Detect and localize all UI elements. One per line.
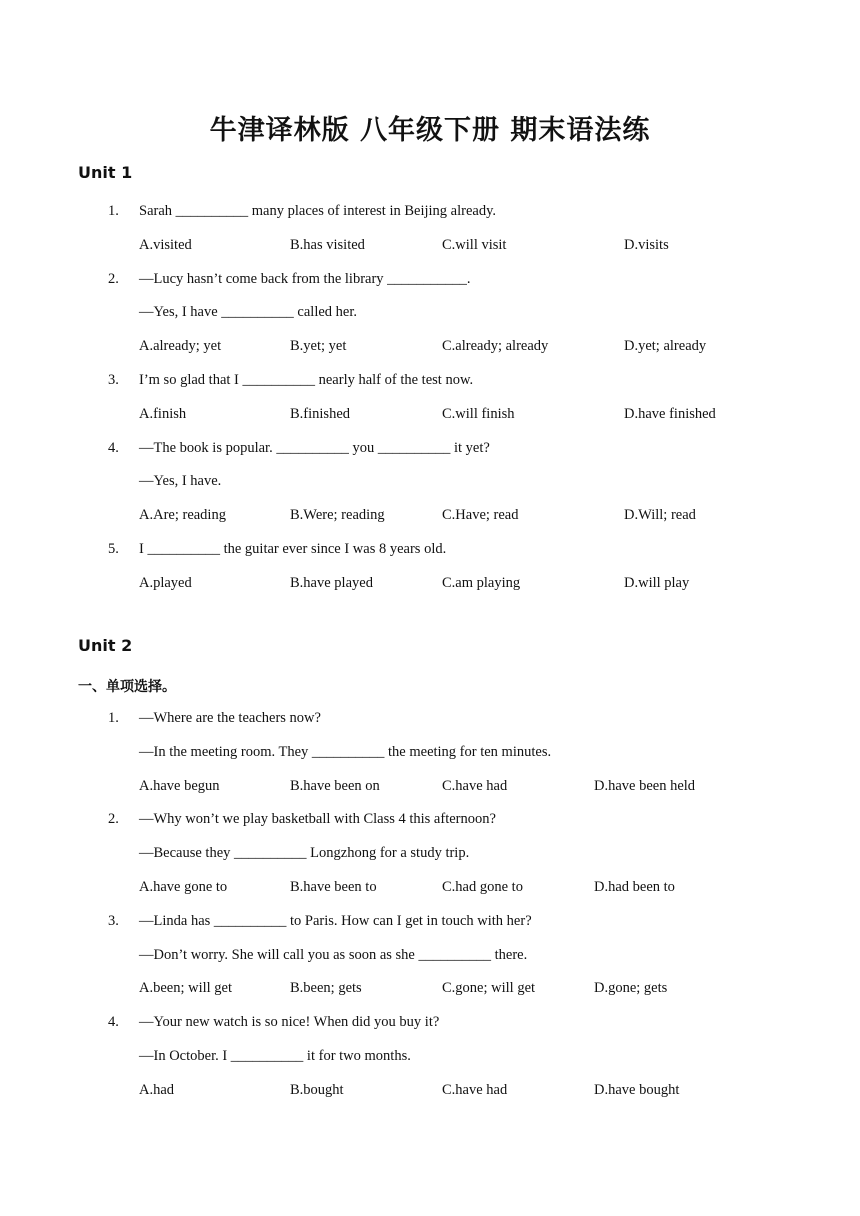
question-text: I __________ the guitar ever since I was 8 years old. <box>139 541 447 557</box>
answer-option: D.visits <box>624 236 669 253</box>
answer-option: A.visited <box>139 236 192 253</box>
answer-option: A.have gone to <box>139 879 228 895</box>
question-number: 3. <box>108 372 119 388</box>
answer-option: C.will finish <box>442 405 515 422</box>
answer-option: A.finish <box>139 405 187 422</box>
unit-heading: Unit 2 <box>78 636 133 655</box>
question-text: Sarah __________ many places of interest in Beijing already. <box>139 203 497 219</box>
answer-option: D.will play <box>624 574 690 591</box>
question-number: 2. <box>108 270 119 287</box>
answer-option: D.have been held <box>594 777 696 794</box>
answer-option: C.had gone to <box>442 879 523 895</box>
question-text: —Yes, I have __________ called her. <box>139 304 358 321</box>
answer-option: C.already; already <box>442 338 549 355</box>
answer-option: A.already; yet <box>139 338 222 355</box>
answer-option: C.am playing <box>442 574 521 591</box>
question-text: —Because they __________ Longzhong for a study trip. <box>139 845 470 862</box>
answer-option: B.have been on <box>290 777 380 794</box>
question-text: —Don’t worry. She will call you as soon as she __________ there. <box>139 946 528 963</box>
page-title: 牛津译林版 八年级下册 期末语法练 <box>209 115 651 146</box>
answer-option: D.yet; already <box>624 338 707 355</box>
answer-option: B.have been to <box>290 879 377 895</box>
answer-option: D.gone; gets <box>594 980 668 997</box>
question-text: —Where are the teachers now? <box>139 710 321 726</box>
question-text: I’m so glad that I __________ nearly half of the test now. <box>139 372 474 388</box>
question-number: 3. <box>108 912 119 929</box>
question-number: 2. <box>108 811 119 828</box>
answer-option: D.had been to <box>594 879 675 895</box>
question-number: 4. <box>108 439 119 456</box>
section-heading: 一、单项选择。 <box>78 679 176 695</box>
question-number: 1. <box>108 710 119 726</box>
answer-option: C.Have; read <box>442 507 519 524</box>
answer-option: B.finished <box>290 405 351 422</box>
answer-option: A.have begun <box>139 777 220 794</box>
question-number: 4. <box>108 1014 119 1031</box>
question-text: —Lucy hasn’t come back from the library ___________. <box>139 270 471 287</box>
question-text: —The book is popular. __________ you __________ it yet? <box>139 439 490 456</box>
answer-option: B.have played <box>290 574 373 591</box>
question-text: —In October. I __________ it for two months. <box>139 1048 411 1064</box>
answer-option: C.have had <box>442 777 508 794</box>
answer-option: A.been; will get <box>139 980 233 997</box>
answer-option: A.played <box>139 574 192 591</box>
answer-option: B.yet; yet <box>290 338 347 355</box>
answer-option: B.Were; reading <box>290 507 385 524</box>
question-text: —Yes, I have. <box>139 473 222 490</box>
answer-option: D.have bought <box>594 1081 680 1098</box>
question-text: —Your new watch is so nice! When did you buy it? <box>139 1014 440 1031</box>
answer-option: A.had <box>139 1081 175 1098</box>
answer-option: C.gone; will get <box>442 980 536 997</box>
question-text: —In the meeting room. They __________ the meeting for ten minutes. <box>139 743 552 760</box>
answer-option: B.been; gets <box>290 980 362 997</box>
answer-option: D.have finished <box>624 405 716 422</box>
question-number: 1. <box>108 203 119 219</box>
answer-option: B.has visited <box>290 236 365 253</box>
question-text: —Linda has __________ to Paris. How can I get in touch with her? <box>139 912 532 929</box>
answer-option: C.will visit <box>442 236 507 253</box>
question-text: —Why won’t we play basketball with Class 4 this afternoon? <box>139 811 496 828</box>
answer-option: B.bought <box>290 1081 344 1098</box>
question-number: 5. <box>108 541 119 557</box>
answer-option: A.Are; reading <box>139 507 226 524</box>
answer-option: C.have had <box>442 1081 508 1098</box>
unit-heading: Unit 1 <box>78 163 133 182</box>
answer-option: D.Will; read <box>624 507 696 524</box>
